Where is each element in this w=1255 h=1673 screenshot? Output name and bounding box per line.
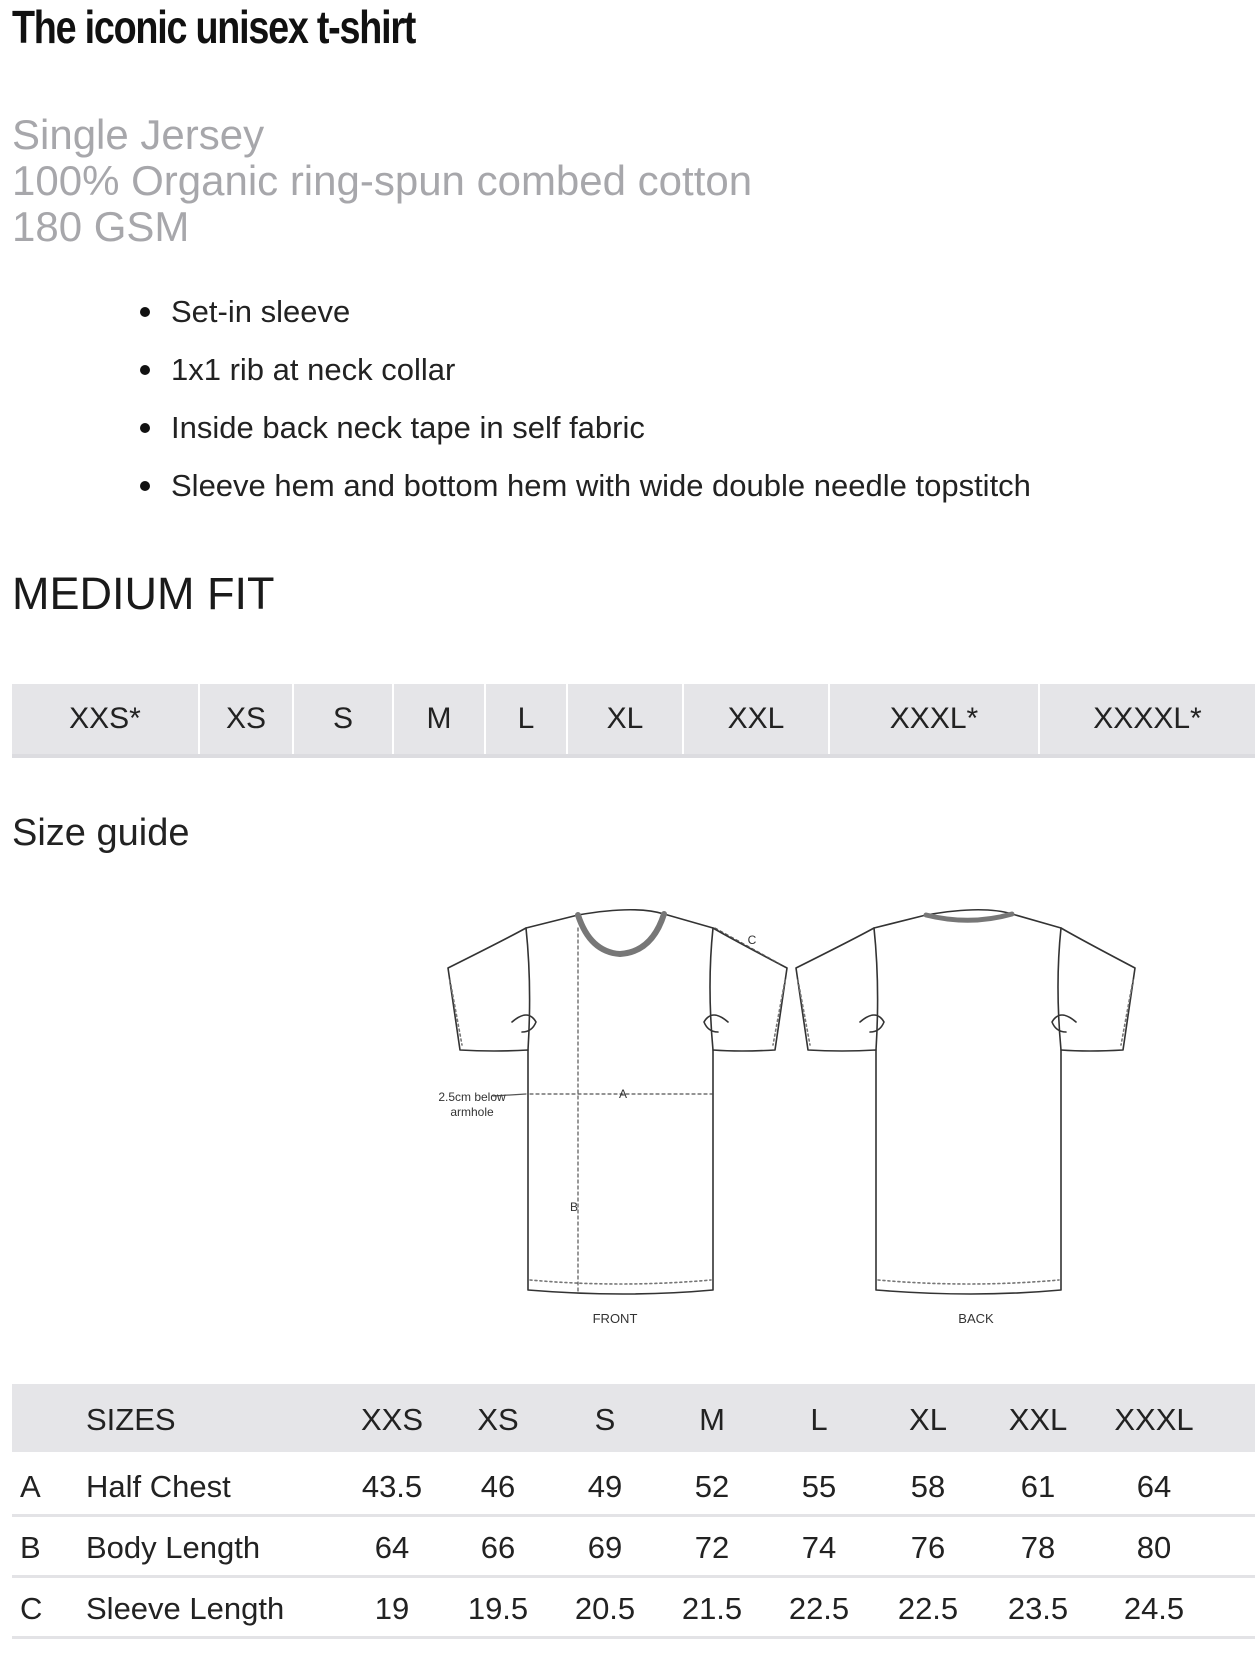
table-row	[12, 1453, 1255, 1517]
tshirt-measurement-diagram	[430, 900, 1150, 1340]
cell-value: 19	[374, 1591, 410, 1626]
front-label: FRONT	[592, 1311, 638, 1326]
size-option-xs: XS	[225, 702, 267, 735]
table-size-xxs: XXS	[360, 1402, 424, 1437]
size-option-xl: XL	[606, 702, 644, 735]
sizes-header-label: SIZES	[86, 1402, 176, 1437]
row-label: Body Length	[86, 1530, 261, 1565]
size-option-xxxxl: XXXXL*	[1093, 702, 1202, 735]
size-table-header	[12, 1384, 1255, 1452]
note-line-2: armhole	[450, 1105, 494, 1119]
product-title: The iconic unisex t-shirt	[12, 1, 416, 53]
table-row	[12, 1514, 1255, 1578]
row-code: B	[20, 1530, 41, 1565]
measure-c-label: C	[747, 933, 757, 947]
cell-value: 66	[480, 1530, 516, 1565]
cell-value: 61	[1020, 1469, 1056, 1504]
back-sleeve-hem-stitch	[798, 980, 1133, 1045]
front-armhole-seams	[526, 928, 713, 1050]
spec-weight: 180 GSM	[12, 203, 190, 250]
feature-item: Set-in sleeve	[140, 292, 1031, 350]
table-size-xl: XL	[909, 1402, 947, 1437]
front-bottom-hem-stitch	[530, 1280, 711, 1284]
feature-item: Sleeve hem and bottom hem with wide double needle topstitch	[140, 466, 1031, 524]
cell-value: 19.5	[467, 1591, 529, 1626]
cell-value: 49	[587, 1469, 623, 1504]
measure-a-label: A	[618, 1087, 628, 1101]
back-label: BACK	[958, 1311, 994, 1326]
row-code: C	[20, 1591, 43, 1626]
cell-value: 21.5	[681, 1591, 743, 1626]
cell-value: 52	[694, 1469, 730, 1504]
cell-value: 78	[1020, 1530, 1056, 1565]
back-fold-right	[1052, 1015, 1076, 1032]
cell-value: 46	[480, 1469, 516, 1504]
back-neck-collar	[926, 914, 1012, 920]
feature-item: Inside back neck tape in self fabric	[140, 408, 1031, 466]
available-sizes-bar	[12, 684, 1255, 758]
size-option-l: L	[517, 702, 535, 735]
cell-value: 55	[801, 1469, 837, 1504]
measure-b-label: B	[569, 1200, 579, 1214]
size-option-m: M	[426, 702, 452, 735]
cell-value: 74	[801, 1530, 837, 1565]
fabric-specs	[12, 112, 752, 250]
feature-list	[140, 292, 1031, 524]
table-row	[12, 1575, 1255, 1639]
size-option-xxs: XXS*	[69, 702, 141, 735]
size-guide-heading: Size guide	[12, 812, 190, 854]
cell-value: 76	[910, 1530, 946, 1565]
cell-value: 80	[1136, 1530, 1172, 1565]
cell-value: 20.5	[574, 1591, 636, 1626]
fit-heading: MEDIUM FIT	[12, 568, 275, 619]
front-sleeve-hem-stitch	[450, 980, 785, 1045]
cell-value: 64	[1136, 1469, 1172, 1504]
cell-value: 72	[694, 1530, 730, 1565]
front-fold-left	[512, 1015, 536, 1032]
table-size-xs: XS	[477, 1402, 519, 1437]
table-size-xxxl: XXXL	[1114, 1402, 1194, 1437]
size-option-xxl: XXL	[727, 702, 785, 735]
cell-value: 43.5	[361, 1469, 423, 1504]
cell-value: 64	[374, 1530, 410, 1565]
back-bottom-hem-stitch	[878, 1280, 1059, 1284]
spec-material: 100% Organic ring-spun combed cotton	[12, 157, 753, 204]
row-label: Sleeve Length	[86, 1591, 285, 1626]
table-size-l: L	[810, 1402, 828, 1437]
cell-value: 58	[910, 1469, 946, 1504]
front-neck-collar	[578, 914, 664, 954]
back-body-outline	[796, 910, 1135, 1294]
size-option-s: S	[332, 702, 353, 735]
row-label: Half Chest	[86, 1469, 231, 1504]
back-tshirt-drawing	[796, 910, 1135, 1294]
feature-item: 1x1 rib at neck collar	[140, 350, 1031, 408]
cell-value: 22.5	[788, 1591, 850, 1626]
row-code: A	[20, 1469, 41, 1504]
cell-value: 23.5	[1007, 1591, 1069, 1626]
table-size-xxl: XXL	[1008, 1402, 1068, 1437]
back-armhole-seams	[874, 928, 1061, 1050]
spec-fabric: Single Jersey	[12, 111, 265, 158]
cell-value: 22.5	[897, 1591, 959, 1626]
table-size-s: S	[594, 1402, 616, 1437]
size-option-xxxl: XXXL*	[889, 702, 979, 735]
back-fold-left	[860, 1015, 884, 1032]
cell-value: 24.5	[1123, 1591, 1185, 1626]
note-line-1: 2.5cm below	[438, 1090, 506, 1104]
front-fold-right	[704, 1015, 728, 1032]
cell-value: 69	[587, 1530, 623, 1565]
table-size-m: M	[699, 1402, 725, 1437]
